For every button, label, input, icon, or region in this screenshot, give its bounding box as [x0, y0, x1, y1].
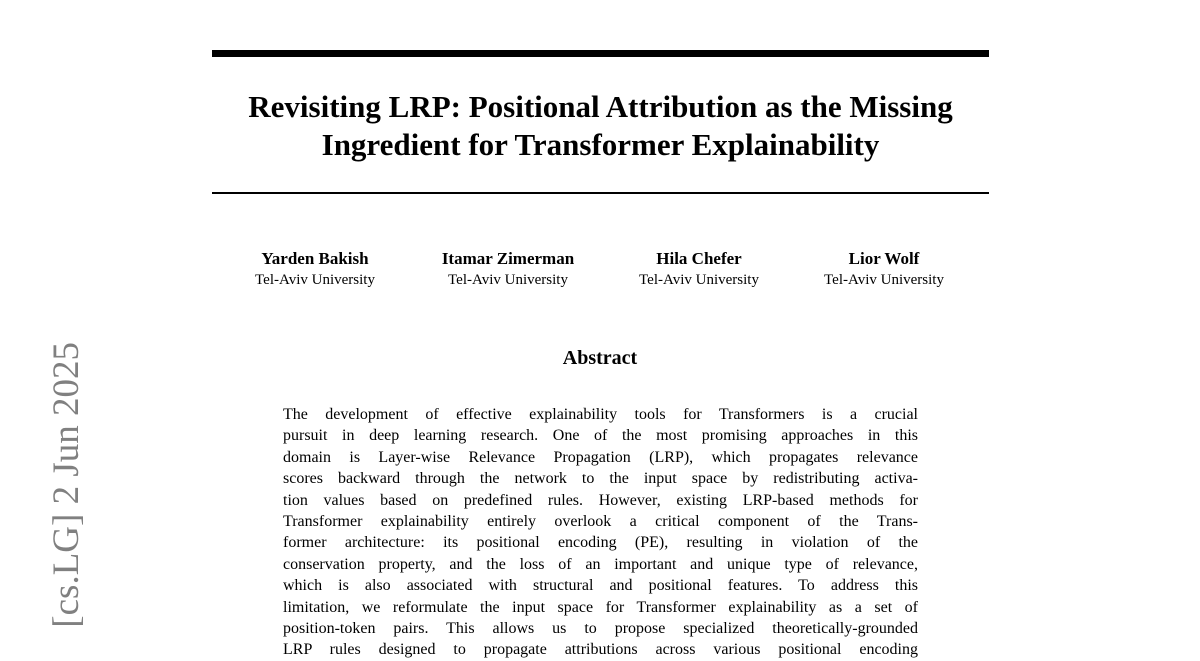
- abstract-line: former architecture: its positional encoding (PE), resulting in violation of the: [283, 534, 918, 552]
- paper-title: [200, 88, 1001, 164]
- title-rule: [212, 192, 989, 194]
- author-block: [225, 248, 405, 290]
- title-line: Revisiting LRP: Positional Attribution as the Missing: [248, 89, 953, 124]
- abstract-body: [283, 404, 918, 661]
- author-name: Itamar Zimerman: [441, 249, 575, 268]
- top-rule: [212, 50, 989, 57]
- abstract-line: which is also associated with structural and positional features. To address this: [283, 577, 918, 595]
- author-block: [609, 248, 789, 290]
- author-affiliation: Tel-Aviv University: [255, 272, 375, 288]
- abstract-line: LRP rules designed to propagate attributions across various positional encoding: [283, 641, 918, 659]
- author-affiliation: Tel-Aviv University: [824, 272, 944, 288]
- abstract-line: domain is Layer-wise Relevance Propagation (LRP), which propagates relevance: [283, 448, 918, 466]
- author-list: [0, 248, 1200, 298]
- arxiv-side-stamp: [cs.LG] 2 Jun 2025: [46, 342, 87, 628]
- author-name: Hila Chefer: [656, 249, 742, 268]
- abstract-line: scores backward through the network to the input space by redistributing activa-: [283, 470, 918, 488]
- abstract-line: limitation, we reformulate the input space for Transformer explainability as a set of: [283, 598, 918, 616]
- abstract-line: pursuit in deep learning research. One of the most promising approaches in this: [283, 427, 918, 445]
- author-name: Lior Wolf: [848, 249, 920, 268]
- abstract-line: tion values based on predefined rules. However, existing LRP-based methods for: [283, 491, 918, 509]
- abstract-heading: Abstract: [562, 347, 638, 369]
- abstract-line: The development of effective explainability tools for Transformers is a crucial: [283, 406, 918, 423]
- abstract-line: Transformer explainability entirely overlook a critical component of the Trans-: [283, 512, 918, 530]
- title-line: Ingredient for Transformer Explainability: [321, 127, 880, 162]
- abstract-line: conservation property, and the loss of an important and unique type of relevance,: [283, 555, 918, 573]
- author-block: [418, 248, 598, 290]
- author-affiliation: Tel-Aviv University: [448, 272, 568, 288]
- author-block: [794, 248, 974, 290]
- author-name: Yarden Bakish: [261, 249, 369, 268]
- abstract-line: position-token pairs. This allows us to propose specialized theoretically-grounded: [283, 619, 918, 637]
- author-affiliation: Tel-Aviv University: [639, 272, 759, 288]
